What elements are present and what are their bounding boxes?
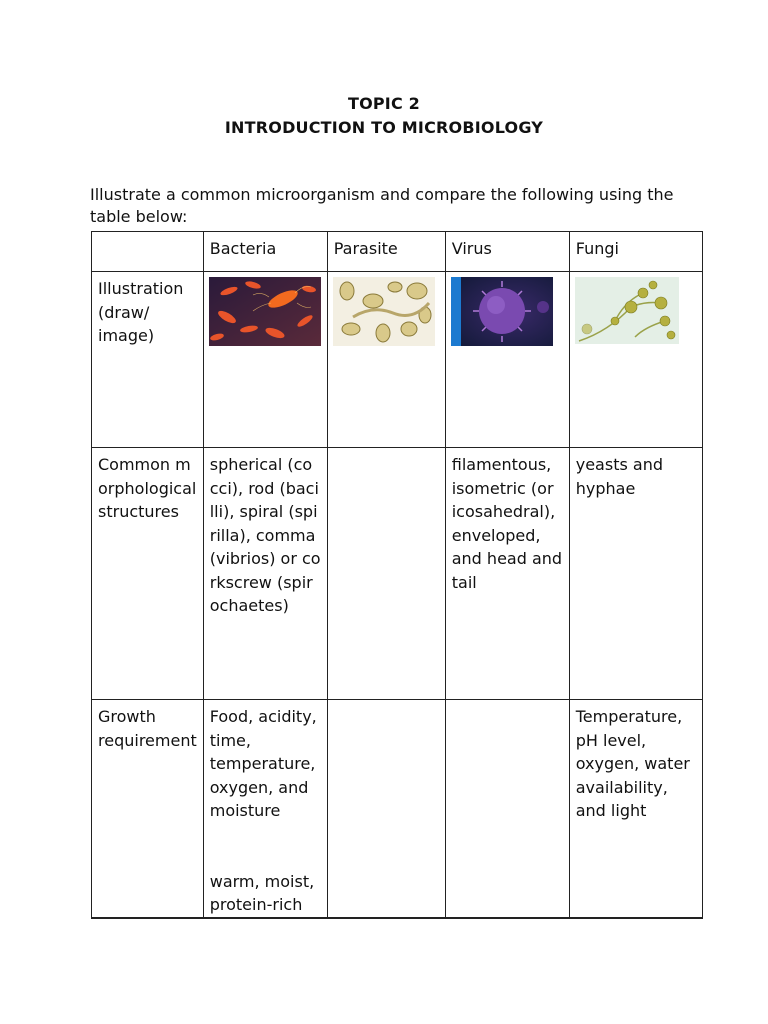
fungi-morphology: yeasts and hyphae bbox=[569, 448, 702, 700]
parasite-morphology bbox=[327, 448, 445, 700]
bacteria-growth: Food, acidity, time, temperature, oxygen, and moisture bbox=[209, 707, 317, 820]
cell-gap bbox=[210, 823, 321, 870]
comparison-table bbox=[91, 231, 703, 919]
parasite-image bbox=[333, 277, 435, 346]
page-title: INTRODUCTION TO MICROBIOLOGY bbox=[224, 118, 544, 137]
fungi-growth: Temperature, pH level, oxygen, water availability, and light bbox=[569, 700, 702, 918]
table-header-row bbox=[92, 232, 703, 272]
bacteria-growth-cell bbox=[203, 700, 327, 918]
parasite-growth bbox=[327, 700, 445, 918]
fungi-image bbox=[575, 277, 679, 344]
row-label-growth: Growth requirement bbox=[92, 700, 204, 918]
bacteria-image-cell bbox=[203, 272, 327, 448]
table-row-growth bbox=[92, 700, 703, 918]
table-row-illustration bbox=[92, 272, 703, 448]
virus-image bbox=[451, 277, 553, 346]
table-row-morphology bbox=[92, 448, 703, 700]
header-bacteria: Bacteria bbox=[203, 232, 327, 272]
header-fungi: Fungi bbox=[569, 232, 702, 272]
header-parasite: Parasite bbox=[327, 232, 445, 272]
topic-number: TOPIC 2 bbox=[347, 94, 421, 113]
bacteria-morphology: spherical (cocci), rod (bacilli), spiral (spirilla), comma (vibrios) or corkscrew (spirochaetes) bbox=[203, 448, 327, 700]
instructions-text: Illustrate a common microorganism and compare the following using the table below: bbox=[90, 185, 674, 226]
bacteria-growth-conditions: warm, moist, protein-rich bbox=[209, 871, 315, 914]
virus-image-cell bbox=[445, 272, 569, 448]
fungi-image-cell bbox=[569, 272, 702, 448]
row-label-illustration: Illustration (draw/ image) bbox=[92, 272, 204, 448]
bacteria-image bbox=[209, 277, 321, 346]
header-cell-empty bbox=[92, 232, 204, 272]
row-label-morphology: Common morphological structures bbox=[92, 448, 204, 700]
parasite-image-cell bbox=[327, 272, 445, 448]
virus-morphology: filamentous, isometric (or icosahedral), enveloped, and head and tail bbox=[445, 448, 569, 700]
header-virus: Virus bbox=[445, 232, 569, 272]
virus-growth bbox=[445, 700, 569, 918]
